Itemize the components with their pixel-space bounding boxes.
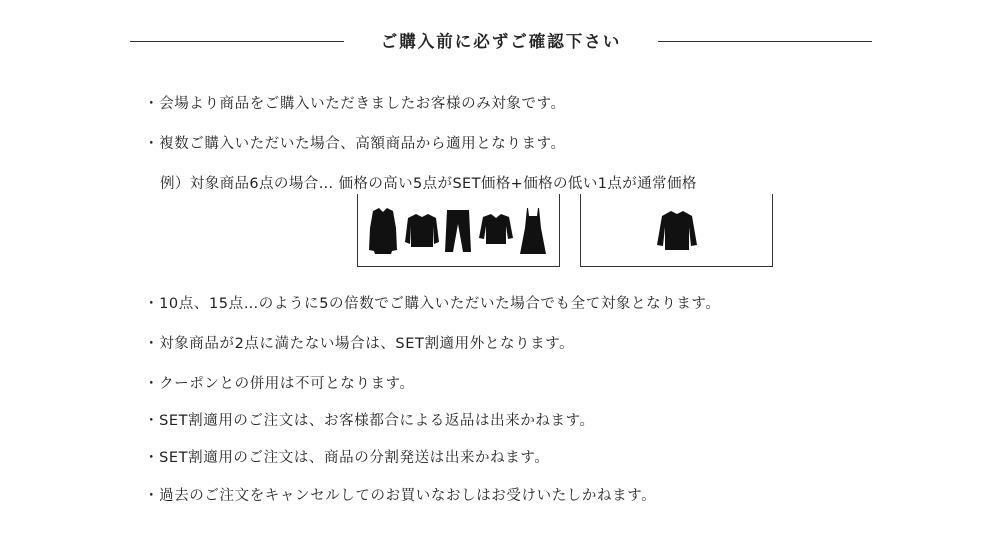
note-item: ・SET割適用のご注文は、商品の分割発送は出来かねます。 (144, 450, 550, 466)
note-item: ・SET割適用のご注文は、お客様都合による返品は出来かねます。 (144, 413, 595, 429)
normal-price-item-box (580, 194, 773, 267)
note-item: ・会場より商品をご購入いただきましたお客様のみ対象です。 (144, 96, 566, 112)
dress-icon (518, 206, 548, 258)
heading-title: ご購入前に必ずご確認下さい (380, 32, 622, 51)
note-item: ・対象商品が2点に満たない場合は、SET割適用外となります。 (144, 336, 575, 352)
note-item: ・10点、15点…のように5の倍数でご購入いただいた場合でも全て対象となります。 (144, 296, 721, 312)
notice-heading (130, 26, 872, 56)
heading-rule-right (658, 41, 872, 42)
sweater-icon (404, 212, 440, 250)
note-item: ・過去のご注文をキャンセルしてのお買いなおしはお受けいたしかねます。 (144, 488, 657, 504)
pants-icon (444, 208, 472, 254)
set-price-items-box (357, 194, 560, 267)
blouse-icon (478, 212, 514, 248)
example-text: 例）対象商品6点の場合… 価格の高い5点がSET価格+価格の低い1点が通常価格 (160, 176, 697, 192)
pullover-icon (655, 209, 699, 253)
coat-icon (368, 206, 398, 256)
note-item: ・クーポンとの併用は不可となります。 (144, 376, 415, 392)
note-item: ・複数ご購入いただいた場合、高額商品から適用となります。 (144, 136, 566, 152)
